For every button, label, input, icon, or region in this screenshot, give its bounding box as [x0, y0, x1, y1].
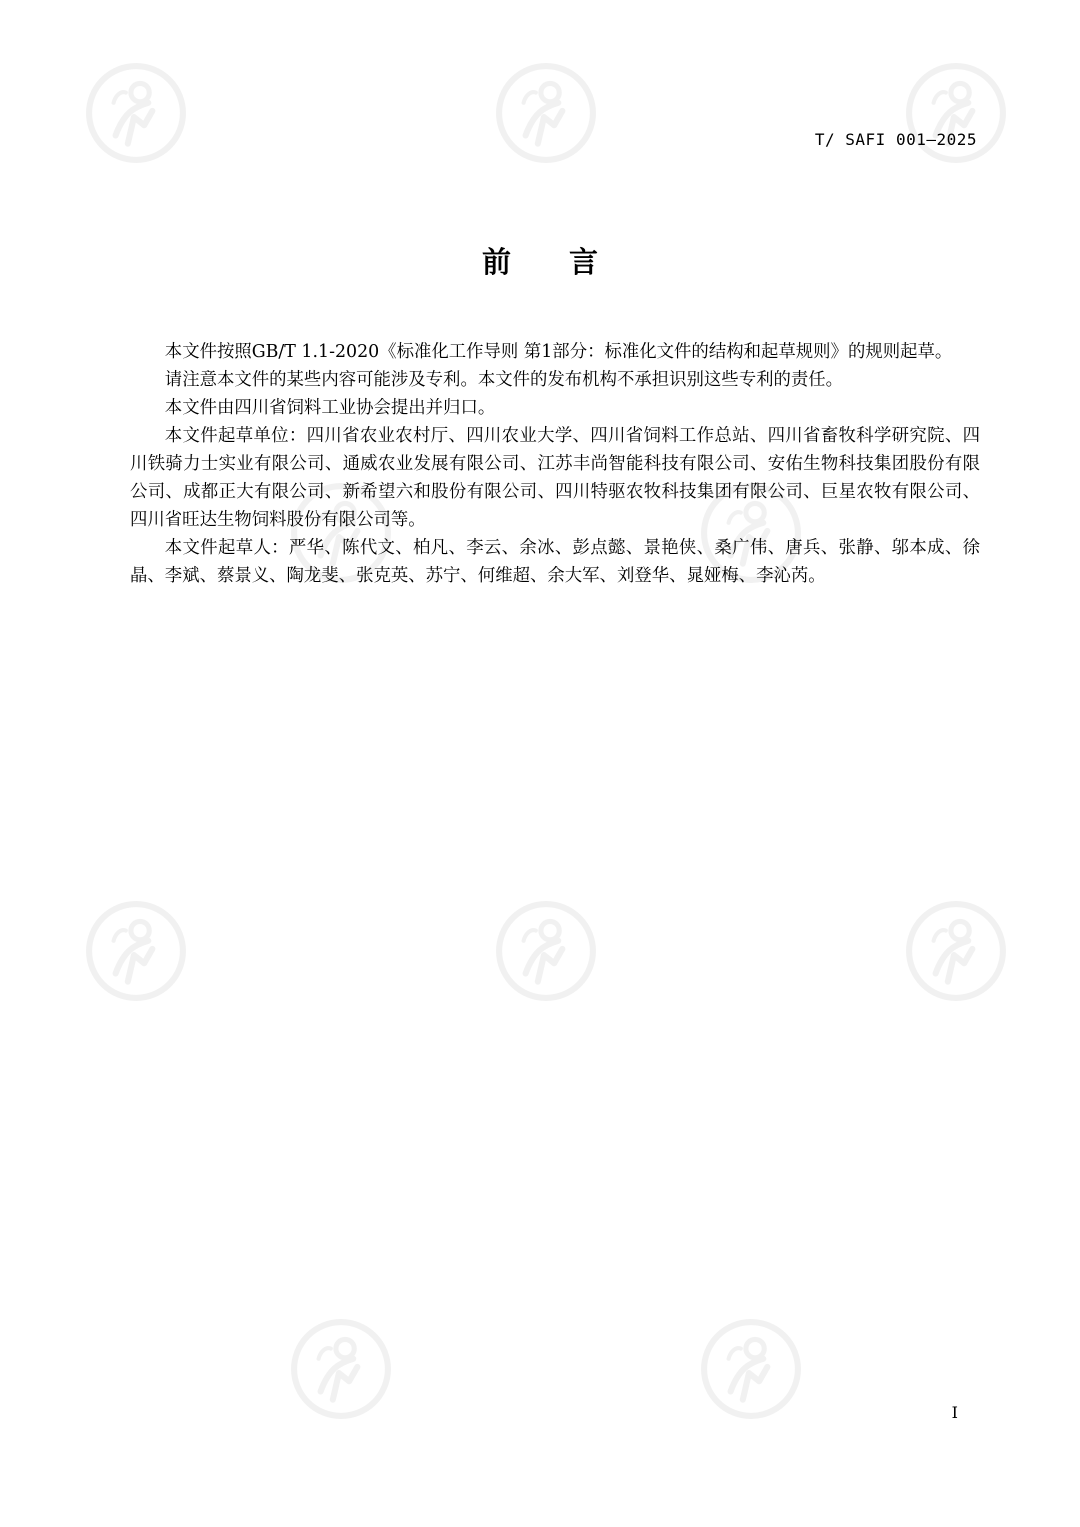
paragraph-proposer: 本文件由四川省饲料工业协会提出并归口。	[164, 398, 496, 418]
watermark-logo-icon	[85, 900, 187, 1002]
paragraph-drafters: 本文件起草人：严华、陈代文、柏凡、李云、余冰、彭点懿、景艳侠、桑广伟、唐兵、张静、邬本成、徐晶、李斌、蔡景义、陶龙斐、张克英、苏宁、何维超、余大军、刘登华、晁娅梅、李沁芮。	[130, 538, 980, 586]
watermark-logo-icon	[905, 900, 1007, 1002]
page-number: I	[951, 1403, 958, 1422]
paragraph-patent-notice: 请注意本文件的某些内容可能涉及专利。本文件的发布机构不承担识别这些专利的责任。	[164, 370, 844, 390]
watermark-logo-icon	[85, 62, 187, 164]
page-title: 前言	[481, 245, 656, 279]
watermark-logo-icon	[700, 1318, 802, 1420]
paragraph-drafting-rules: 本文件按照GB/T 1.1-2020《标准化工作导则 第1部分：标准化文件的结构和起草规则》的规则起草。	[164, 342, 953, 362]
watermark-logo-icon	[290, 1318, 392, 1420]
foreword-body	[130, 338, 980, 590]
standard-number: T/ SAFI 001—2025	[814, 130, 977, 149]
paragraph-drafting-units: 本文件起草单位：四川省农业农村厅、四川农业大学、四川省饲料工作总站、四川省畜牧科学研究院、四川铁骑力士实业有限公司、通威农业发展有限公司、江苏丰尚智能科技有限公司、安佑生物科技集团股份有限公司、成都正大有限公司、新希望六和股份有限公司、四川特驱农牧科技集团有限公司、巨星农牧有限公司、四川省旺达生物饲料股份有限公司等。	[130, 426, 980, 530]
watermark-logo-icon	[495, 62, 597, 164]
watermark-logo-icon	[495, 900, 597, 1002]
